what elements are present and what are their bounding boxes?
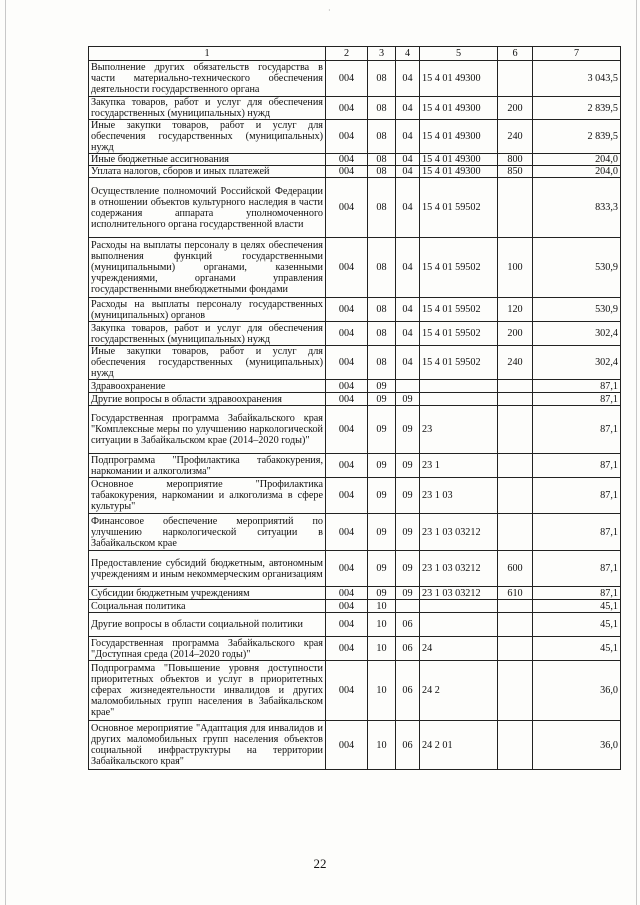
cell-section: 08	[368, 120, 396, 154]
cell-section: 08	[368, 322, 396, 346]
cell-subsection: 09	[396, 478, 420, 514]
table-row	[89, 613, 621, 637]
cell-name: Иные закупки товаров, работ и услуг для обеспечения государственных (муниципальных) нужд	[89, 346, 326, 380]
cell-amount: 2 839,5	[533, 97, 621, 120]
cell-amount: 87,1	[533, 393, 621, 406]
cell-target	[420, 600, 498, 613]
cell-admin: 004	[326, 637, 368, 661]
cell-name: Основное мероприятие "Профилактика табакокурения, наркомании и алкоголизма в сфере культуры"	[89, 478, 326, 514]
cell-name: Расходы на выплаты персоналу в целях обеспечения выполнения функций государственными (муниципальными) органами, казенными учреждениями, органами управления государственными внебюджетными фондами	[89, 238, 326, 298]
cell-section: 10	[368, 600, 396, 613]
cell-target: 23	[420, 406, 498, 454]
cell-target: 15 4 01 59502	[420, 298, 498, 322]
cell-subsection: 04	[396, 166, 420, 178]
cell-name: Подпрограмма "Профилактика табакокурения, наркомании и алкоголизма"	[89, 454, 326, 478]
cell-target	[420, 613, 498, 637]
cell-admin: 004	[326, 600, 368, 613]
cell-name: Основное мероприятие "Адаптация для инвалидов и других маломобильных групп населения объектов социальной инфраструктуры на территории Забайкальского края"	[89, 721, 326, 770]
cell-name: Социальная политика	[89, 600, 326, 613]
col-header-name: 1	[89, 47, 326, 61]
cell-amount: 45,1	[533, 637, 621, 661]
cell-type: 200	[498, 97, 533, 120]
cell-subsection: 06	[396, 661, 420, 721]
table-row	[89, 454, 621, 478]
cell-name: Предоставление субсидий бюджетным, автономным учреждениям и иным некоммерческим организациям	[89, 551, 326, 587]
cell-subsection: 04	[396, 322, 420, 346]
cell-name: Финансовое обеспечение мероприятий по улучшению наркологической ситуации в Забайкальском крае	[89, 514, 326, 551]
cell-subsection: 04	[396, 97, 420, 120]
cell-type	[498, 478, 533, 514]
table-row	[89, 298, 621, 322]
cell-type	[498, 637, 533, 661]
table-row	[89, 238, 621, 298]
scan-edge-left	[5, 0, 6, 905]
cell-name: Выполнение других обязательств государства в части материально-технического обеспечения деятельности государственного органа	[89, 61, 326, 97]
cell-target: 15 4 01 59502	[420, 346, 498, 380]
cell-admin: 004	[326, 346, 368, 380]
table-row	[89, 97, 621, 120]
cell-target: 24	[420, 637, 498, 661]
cell-target: 15 4 01 49300	[420, 166, 498, 178]
cell-type	[498, 613, 533, 637]
col-header-amount: 7	[533, 47, 621, 61]
cell-subsection: 06	[396, 721, 420, 770]
cell-target	[420, 380, 498, 393]
cell-section: 08	[368, 178, 396, 238]
cell-name: Расходы на выплаты персоналу государственных (муниципальных) органов	[89, 298, 326, 322]
cell-amount: 302,4	[533, 322, 621, 346]
cell-type: 200	[498, 322, 533, 346]
cell-type	[498, 661, 533, 721]
cell-target: 24 2	[420, 661, 498, 721]
cell-name: Иные бюджетные ассигнования	[89, 154, 326, 166]
cell-subsection: 06	[396, 613, 420, 637]
col-header-subsection: 4	[396, 47, 420, 61]
cell-admin: 004	[326, 478, 368, 514]
cell-name: Другие вопросы в области здравоохранения	[89, 393, 326, 406]
cell-subsection: 09	[396, 514, 420, 551]
cell-target: 15 4 01 59502	[420, 322, 498, 346]
cell-admin: 004	[326, 393, 368, 406]
cell-amount: 87,1	[533, 454, 621, 478]
cell-section: 08	[368, 346, 396, 380]
cell-admin: 004	[326, 380, 368, 393]
cell-section: 09	[368, 406, 396, 454]
cell-subsection: 04	[396, 61, 420, 97]
table-row	[89, 346, 621, 380]
cell-section: 08	[368, 61, 396, 97]
table-row	[89, 406, 621, 454]
cell-amount: 204,0	[533, 154, 621, 166]
cell-admin: 004	[326, 238, 368, 298]
cell-type	[498, 454, 533, 478]
cell-subsection: 04	[396, 154, 420, 166]
cell-amount: 87,1	[533, 380, 621, 393]
cell-type: 800	[498, 154, 533, 166]
table-row	[89, 637, 621, 661]
cell-name: Закупка товаров, работ и услуг для обеспечения государственных (муниципальных) нужд	[89, 97, 326, 120]
budget-table	[88, 46, 621, 770]
cell-amount: 87,1	[533, 406, 621, 454]
cell-admin: 004	[326, 587, 368, 600]
table-row	[89, 120, 621, 154]
cell-target: 15 4 01 59502	[420, 178, 498, 238]
cell-amount: 833,3	[533, 178, 621, 238]
table-row	[89, 478, 621, 514]
cell-name: Уплата налогов, сборов и иных платежей	[89, 166, 326, 178]
page-number: 22	[313, 856, 327, 871]
cell-section: 09	[368, 551, 396, 587]
cell-admin: 004	[326, 298, 368, 322]
cell-target: 15 4 01 49300	[420, 97, 498, 120]
cell-section: 09	[368, 393, 396, 406]
cell-type: 240	[498, 346, 533, 380]
table-row	[89, 587, 621, 600]
cell-type: 120	[498, 298, 533, 322]
table-row	[89, 61, 621, 97]
table-row	[89, 322, 621, 346]
cell-amount: 87,1	[533, 478, 621, 514]
table-row	[89, 154, 621, 166]
cell-amount: 36,0	[533, 661, 621, 721]
cell-admin: 004	[326, 406, 368, 454]
cell-admin: 004	[326, 97, 368, 120]
col-header-type: 6	[498, 47, 533, 61]
table-header-row	[89, 47, 621, 61]
col-header-admin: 2	[326, 47, 368, 61]
cell-type	[498, 178, 533, 238]
table-body	[89, 61, 621, 770]
table-row	[89, 721, 621, 770]
cell-type	[498, 600, 533, 613]
cell-admin: 004	[326, 454, 368, 478]
cell-target: 15 4 01 49300	[420, 120, 498, 154]
cell-type	[498, 721, 533, 770]
cell-amount: 3 043,5	[533, 61, 621, 97]
cell-target	[420, 393, 498, 406]
cell-amount: 87,1	[533, 514, 621, 551]
scan-mark: ·	[328, 6, 331, 15]
cell-admin: 004	[326, 154, 368, 166]
cell-type: 850	[498, 166, 533, 178]
cell-subsection: 04	[396, 120, 420, 154]
cell-name: Субсидии бюджетным учреждениям	[89, 587, 326, 600]
cell-subsection: 09	[396, 551, 420, 587]
cell-amount: 530,9	[533, 238, 621, 298]
cell-target: 23 1 03 03212	[420, 551, 498, 587]
cell-amount: 530,9	[533, 298, 621, 322]
table-row	[89, 514, 621, 551]
cell-section: 08	[368, 298, 396, 322]
cell-section: 08	[368, 97, 396, 120]
cell-name: Иные закупки товаров, работ и услуг для обеспечения государственных (муниципальных) нужд	[89, 120, 326, 154]
cell-target: 15 4 01 59502	[420, 238, 498, 298]
cell-admin: 004	[326, 322, 368, 346]
cell-name: Государственная программа Забайкальского края "Доступная среда (2014–2020 годы)"	[89, 637, 326, 661]
cell-admin: 004	[326, 61, 368, 97]
cell-subsection: 06	[396, 637, 420, 661]
cell-subsection: 04	[396, 346, 420, 380]
cell-type	[498, 393, 533, 406]
cell-admin: 004	[326, 613, 368, 637]
cell-admin: 004	[326, 178, 368, 238]
cell-name: Подпрограмма "Повышение уровня доступности приоритетных объектов и услуг в приоритетных сферах жизнедеятельности инвалидов и других маломобильных групп населения в Забайкальском крае"	[89, 661, 326, 721]
scan-edge-right	[636, 0, 637, 905]
cell-amount: 45,1	[533, 600, 621, 613]
cell-section: 09	[368, 478, 396, 514]
cell-type	[498, 380, 533, 393]
cell-section: 10	[368, 661, 396, 721]
cell-subsection	[396, 600, 420, 613]
cell-admin: 004	[326, 120, 368, 154]
cell-amount: 36,0	[533, 721, 621, 770]
cell-amount: 87,1	[533, 551, 621, 587]
cell-section: 08	[368, 238, 396, 298]
col-header-section: 3	[368, 47, 396, 61]
cell-type: 100	[498, 238, 533, 298]
cell-type: 600	[498, 551, 533, 587]
cell-section: 09	[368, 380, 396, 393]
cell-subsection: 09	[396, 393, 420, 406]
cell-section: 08	[368, 166, 396, 178]
cell-admin: 004	[326, 661, 368, 721]
cell-subsection: 04	[396, 298, 420, 322]
cell-type	[498, 514, 533, 551]
cell-type: 240	[498, 120, 533, 154]
cell-amount: 302,4	[533, 346, 621, 380]
cell-admin: 004	[326, 551, 368, 587]
table-row	[89, 600, 621, 613]
cell-section: 10	[368, 721, 396, 770]
cell-type: 610	[498, 587, 533, 600]
cell-target: 23 1 03 03212	[420, 514, 498, 551]
cell-admin: 004	[326, 721, 368, 770]
cell-target: 15 4 01 49300	[420, 61, 498, 97]
cell-target: 24 2 01	[420, 721, 498, 770]
cell-section: 09	[368, 514, 396, 551]
cell-type	[498, 61, 533, 97]
cell-name: Государственная программа Забайкальского края "Комплексные меры по улучшению наркологической ситуации в Забайкальском крае (2014–2020 годы)"	[89, 406, 326, 454]
cell-subsection: 04	[396, 178, 420, 238]
cell-section: 08	[368, 154, 396, 166]
table-row	[89, 393, 621, 406]
cell-name: Другие вопросы в области социальной политики	[89, 613, 326, 637]
cell-subsection	[396, 380, 420, 393]
cell-admin: 004	[326, 166, 368, 178]
table-row	[89, 380, 621, 393]
table-row	[89, 178, 621, 238]
cell-amount: 87,1	[533, 587, 621, 600]
cell-subsection: 09	[396, 587, 420, 600]
cell-target: 23 1 03	[420, 478, 498, 514]
cell-subsection: 09	[396, 406, 420, 454]
col-header-target: 5	[420, 47, 498, 61]
cell-target: 15 4 01 49300	[420, 154, 498, 166]
cell-target: 23 1	[420, 454, 498, 478]
cell-subsection: 04	[396, 238, 420, 298]
cell-amount: 45,1	[533, 613, 621, 637]
cell-section: 09	[368, 587, 396, 600]
cell-amount: 2 839,5	[533, 120, 621, 154]
table-row	[89, 166, 621, 178]
cell-name: Закупка товаров, работ и услуг для обеспечения государственных (муниципальных) нужд	[89, 322, 326, 346]
cell-type	[498, 406, 533, 454]
cell-target: 23 1 03 03212	[420, 587, 498, 600]
cell-name: Осуществление полномочий Российской Федерации в отношении объектов культурного наследия в части содержания аппарата уполномоченного исполнительного органа государственной власти	[89, 178, 326, 238]
table-row	[89, 661, 621, 721]
cell-section: 09	[368, 454, 396, 478]
cell-section: 10	[368, 613, 396, 637]
cell-amount: 204,0	[533, 166, 621, 178]
cell-admin: 004	[326, 514, 368, 551]
cell-subsection: 09	[396, 454, 420, 478]
table-row	[89, 551, 621, 587]
cell-section: 10	[368, 637, 396, 661]
cell-name: Здравоохранение	[89, 380, 326, 393]
